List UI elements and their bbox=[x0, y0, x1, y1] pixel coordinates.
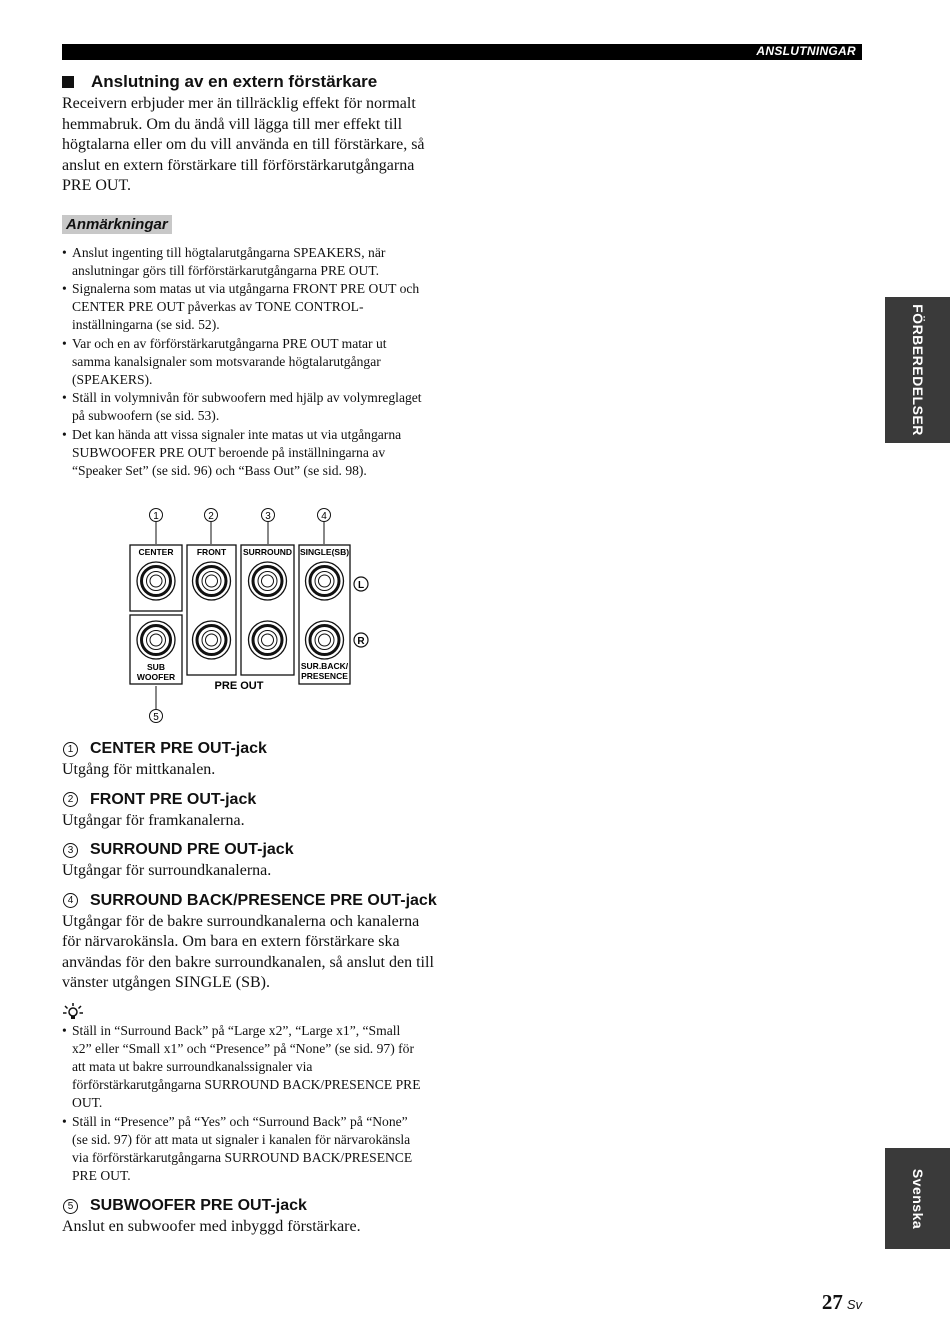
callout-5 bbox=[150, 710, 163, 724]
sub-label: SUB bbox=[147, 662, 165, 672]
section-heading-text: Anslutning av en extern förstärkare bbox=[91, 72, 378, 91]
item-desc: Utgångar för surroundkanalerna. bbox=[62, 862, 272, 879]
notes-label: Anmärkningar bbox=[62, 215, 172, 234]
svg-text:R: R bbox=[357, 636, 365, 647]
surround-l-jack bbox=[249, 562, 287, 600]
surround-label: SURROUND bbox=[242, 547, 293, 557]
number-circle: 1 bbox=[63, 742, 78, 757]
item-title: FRONT PRE OUT-jack bbox=[90, 790, 257, 808]
jack-descriptions bbox=[62, 740, 462, 1238]
tips-list bbox=[62, 1022, 462, 1186]
side-tab-label: FÖRBEREDELSER bbox=[909, 304, 926, 436]
note-item: • Var och en av förförstärkarutgångarna PRE OUT matar ut samma kanalsignaler som motsvarande högtalarutgångar (SPEAKERS). bbox=[62, 335, 462, 390]
number-circle: 3 bbox=[63, 843, 78, 858]
presence-label: PRESENCE bbox=[301, 671, 348, 681]
svg-text:4: 4 bbox=[321, 511, 327, 522]
item-title: CENTER PRE OUT-jack bbox=[90, 740, 267, 757]
center-label: CENTER bbox=[138, 547, 174, 557]
woofer-label: WOOFER bbox=[136, 672, 176, 682]
svg-text:3: 3 bbox=[265, 511, 271, 522]
tip-item: • Ställ in “Surround Back” på “Large x2”, “Large x1”, “Small x2” eller “Small x1” och “Presence” på “None” (se sid. 97) för att mata ut bakre surroundkanalssignaler via förförstärkarutgångarna SURROUND BACK/PRESENCE PRE OUT. bbox=[62, 1022, 462, 1113]
svg-text:5: 5 bbox=[153, 712, 159, 723]
subwoofer-jack bbox=[137, 621, 175, 659]
front-r-jack bbox=[193, 621, 231, 659]
item-desc: Utgångar för framkanalerna. bbox=[62, 811, 245, 829]
note-item: • Anslut ingenting till högtalarutgångarna SPEAKERS, när anslutningar görs till förförstärkarutgångarna PRE OUT. bbox=[62, 244, 462, 280]
side-tab-preparations bbox=[885, 297, 950, 443]
callout-2 bbox=[205, 509, 218, 523]
note-item: • Signalerna som matas ut via utgångarna FRONT PRE OUT och CENTER PRE OUT påverkas av TONE CONTROL- inställningarna (se sid. 52). bbox=[62, 280, 462, 335]
number-circle: 2 bbox=[63, 792, 78, 807]
surback-l-jack bbox=[306, 562, 344, 600]
svg-text:L: L bbox=[357, 580, 365, 591]
item-surback bbox=[62, 892, 462, 994]
callout-1 bbox=[150, 509, 163, 523]
left-channel-mark bbox=[354, 577, 368, 591]
callout-4 bbox=[318, 509, 331, 523]
pre-out-jack-diagram bbox=[120, 500, 390, 730]
section-heading bbox=[62, 72, 462, 92]
square-bullet-icon bbox=[62, 76, 74, 88]
intro-line: Receivern erbjuder mer än tillräcklig effekt för normalt bbox=[62, 95, 416, 112]
note-item: • Ställ in volymnivån för subwoofern med hjälp av volymreglaget på subwoofern (se sid. 53). bbox=[62, 389, 462, 425]
pre-out-label: PRE OUT bbox=[214, 680, 264, 692]
item-subwoofer bbox=[62, 1197, 462, 1238]
section-header: ANSLUTNINGAR bbox=[756, 44, 856, 58]
surround-r-jack bbox=[249, 621, 287, 659]
intro-line: högtalarna eller om du vill använda en till förstärkare, så bbox=[62, 136, 425, 153]
svg-text:1: 1 bbox=[153, 511, 159, 522]
item-title: SURROUND BACK/PRESENCE PRE OUT-jack bbox=[90, 891, 437, 909]
item-desc: Utgångar för de bakre surroundkanalerna och kanalerna för närvarokänsla. Om bara en extern förstärkare ska användas för den bakre surroundkanalen, så anslut den till vänster utgången SINGLE (SB). bbox=[62, 912, 434, 991]
page-number bbox=[822, 1290, 862, 1315]
side-tab-label: Svenska bbox=[909, 1168, 926, 1229]
intro-line: anslut en extern förstärkare till förförstärkarutgångarna bbox=[62, 156, 415, 174]
single-sb-label: SINGLE(SB) bbox=[299, 547, 350, 557]
item-center bbox=[62, 740, 462, 781]
callout-3 bbox=[262, 509, 275, 523]
side-tab-language bbox=[885, 1148, 950, 1249]
number-circle: 4 bbox=[63, 893, 78, 908]
item-title: SURROUND PRE OUT-jack bbox=[90, 841, 294, 858]
surback-r-jack bbox=[306, 621, 344, 659]
item-surround bbox=[62, 841, 462, 882]
front-label: FRONT bbox=[196, 547, 227, 557]
header-bar bbox=[62, 44, 862, 60]
intro-line: hemmabruk. Om du ändå vill lägga till mer effekt till bbox=[62, 115, 403, 133]
page-number-value: 27 bbox=[821, 1290, 843, 1314]
intro-line: PRE OUT. bbox=[62, 177, 132, 194]
item-front bbox=[62, 791, 462, 832]
notes-list bbox=[62, 244, 462, 481]
item-desc: Anslut en subwoofer med inbyggd förstärkare. bbox=[62, 1218, 361, 1236]
item-desc: Utgång för mittkanalen. bbox=[62, 761, 216, 778]
number-circle: 5 bbox=[63, 1199, 78, 1214]
right-channel-mark bbox=[354, 633, 368, 647]
tip-item: • Ställ in “Presence” på “Yes” och “Surround Back” på “None” (se sid. 97) för att mata ut signaler i kanalen för närvarokänsla via förförstärkarutgångarna SURROUND BACK/PRESENCE PRE OUT. bbox=[62, 1113, 462, 1186]
item-title: SUBWOOFER PRE OUT-jack bbox=[90, 1197, 307, 1215]
center-jack bbox=[137, 562, 175, 600]
page-language: Sv bbox=[846, 1297, 862, 1312]
lightbulb-tip-icon bbox=[62, 1002, 462, 1020]
svg-text:2: 2 bbox=[208, 511, 214, 522]
main-column bbox=[62, 72, 462, 480]
note-item: • Det kan hända att vissa signaler inte matas ut via utgångarna SUBWOOFER PRE OUT beroende på inställningarna av “Speaker Set” (se sid. 96) och “Bass Out” (se sid. 98). bbox=[62, 426, 462, 481]
intro-paragraph bbox=[62, 94, 462, 197]
front-l-jack bbox=[193, 562, 231, 600]
surback-label: SUR.BACK/ bbox=[300, 661, 349, 671]
